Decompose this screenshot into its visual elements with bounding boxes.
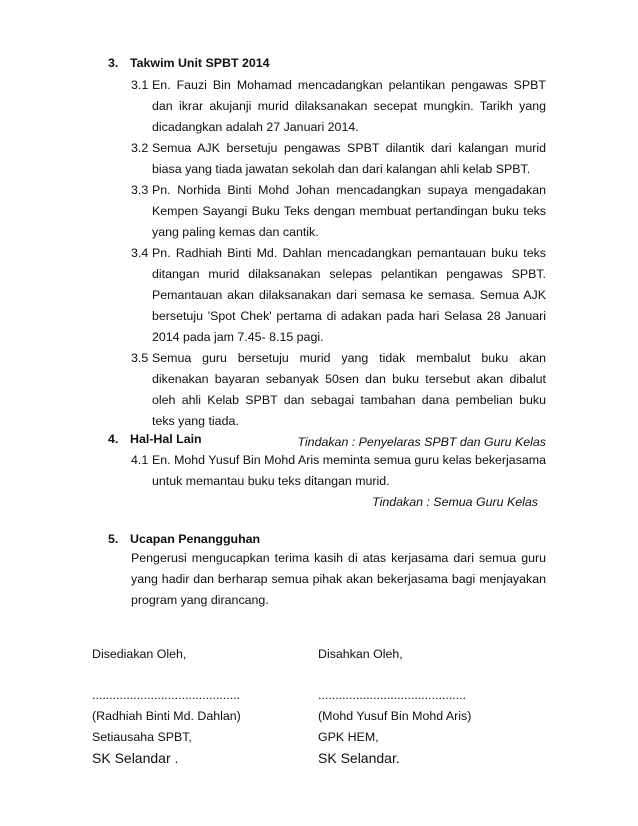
- item-number: 4.1: [131, 453, 149, 467]
- item-text: Pn. Norhida Binti Mohd Johan mencadangkan supaya mengadakan Kempen Sayangi Buku Teks dengan membuat pertandingan buku teks yang paling kemas dan cantik.: [152, 183, 546, 239]
- item-text: Semua AJK bersetuju pengawas SPBT dilantik dari kalangan murid biasa yang tiada jawatan sekolah dan dari kalangan ahli kelab SPBT.: [152, 141, 546, 176]
- section-hal-hal-lain: [108, 430, 546, 513]
- action-note: Tindakan : Semua Guru Kelas: [372, 495, 538, 509]
- item-number: 3.2: [131, 141, 149, 155]
- item-text: En. Fauzi Bin Mohamad mencadangkan pelantikan pengawas SPBT dan ikrar akujanji murid dilaksanakan secepat mungkin. Tarikh yang dicadangkan adalah 27 Januari 2014.: [152, 78, 546, 134]
- section-number: 3.: [108, 56, 119, 70]
- section-ucapan-penangguhan: [108, 530, 546, 611]
- signature-label: Disahkan Oleh,: [318, 647, 403, 661]
- section-title: Ucapan Penangguhan: [130, 532, 261, 546]
- signatory-role: Setiausaha SPBT,: [92, 730, 192, 744]
- signatory-school: SK Selandar .: [92, 750, 179, 766]
- signature-approved-by: [318, 644, 471, 769]
- signature-line: ...........................................: [92, 688, 241, 702]
- section-number: 4.: [108, 432, 119, 446]
- signature-prepared-by: [92, 644, 241, 769]
- section-title: Takwim Unit SPBT 2014: [130, 56, 270, 70]
- section-title: Hal-Hal Lain: [130, 432, 202, 446]
- signatory-role: GPK HEM,: [318, 730, 379, 744]
- signatory-school: SK Selandar.: [318, 750, 400, 766]
- signatory-name: (Radhiah Binti Md. Dahlan): [92, 709, 241, 723]
- closing-paragraph: Pengerusi mengucapkan terima kasih di atas kerjasama dari semua guru yang hadir dan berharap semua pihak akan bekerjasama bagi menjayakan program yang dirancang.: [131, 551, 546, 607]
- item-number: 3.1: [131, 78, 149, 92]
- signature-label: Disediakan Oleh,: [92, 647, 187, 661]
- list-item: [108, 75, 546, 138]
- action-note: Tindakan : Penyelaras SPBT dan Guru Kelas: [297, 435, 546, 449]
- item-text: Semua guru bersetuju murid yang tidak membalut buku akan dikenakan bayaran sebanyak 50sen dan buku tersebut akan dibalut oleh ahli Kelab SPBT dan sebagai tambahan dana pembelian buku teks yang tiada.: [152, 351, 546, 428]
- item-text: Pn. Radhiah Binti Md. Dahlan mencadangkan pemantauan buku teks ditangan murid dilaksanakan selepas pelantikan pengawas SPBT. Pemantauan akan dilaksanakan dari semasa ke semasa. Semua AJK bersetuju 'Spot Chek' pertama di adakan pada hari Selasa 28 Januari 2014 pada jam 7.45- 8.15 pagi.: [152, 246, 546, 344]
- item-text: En. Mohd Yusuf Bin Mohd Aris meminta semua guru kelas bekerjasama untuk memantau buku teks ditangan murid.: [152, 453, 546, 488]
- section-heading: [108, 430, 546, 448]
- list-item: [108, 243, 546, 348]
- item-number: 3.5: [131, 351, 149, 365]
- section-takwim: [108, 54, 546, 453]
- item-number: 3.3: [131, 183, 149, 197]
- item-number: 3.4: [131, 246, 149, 260]
- list-item: [108, 180, 546, 243]
- signature-line: ...........................................: [318, 688, 467, 702]
- section-heading: [108, 54, 546, 72]
- list-item: [108, 450, 546, 492]
- section-number: 5.: [108, 532, 119, 546]
- list-item: [108, 348, 546, 432]
- signatory-name: (Mohd Yusuf Bin Mohd Aris): [318, 709, 472, 723]
- list-item: [108, 138, 546, 180]
- section-heading: [108, 530, 546, 548]
